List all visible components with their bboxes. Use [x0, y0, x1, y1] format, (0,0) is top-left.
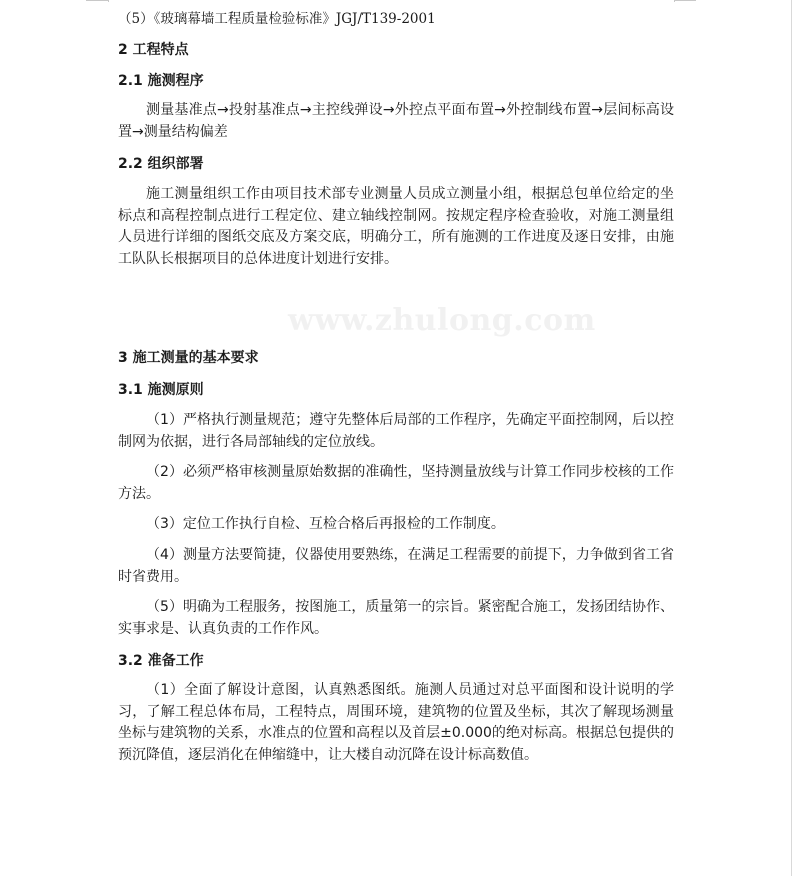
- principle-item-2: （2）必须严格审核测量原始数据的准确性，坚持测量放线与计算工作同步校核的工作方法。: [118, 464, 674, 502]
- crop-mark-top-right: [674, 0, 696, 1]
- watermark: www.zhulong.com: [288, 303, 596, 338]
- paragraph-organization: 施工测量组织工作由项目技术部专业测量人员成立测量小组，根据总包单位给定的坐标点和高程控制点进行工程定位、建立轴线控制网。按规定程序检查验收，对施工测量组人员进行详细的图纸交底及方案交底，明确分工，所有施测的工作进度及逐日安排，由施工队队长根据项目的总体进度计划进行安排。: [118, 186, 674, 267]
- principle-item-5: （5）明确为工程服务，按图施工，质量第一的宗旨。紧密配合施工，发扬团结协作、实事求是、认真负责的工作作风。: [118, 599, 674, 637]
- principle-item-4: （4）测量方法要简捷，仪器使用要熟练，在满足工程需要的前提下，力争做到省工省时省费用。: [118, 547, 674, 585]
- page-edge-line: [791, 0, 792, 876]
- subsection-heading-2-2: 2.2 组织部署: [118, 156, 204, 172]
- principle-item-1: （1）严格执行测量规范；遵守先整体后局部的工作程序，先确定平面控制网，后以控制网为依据，进行各局部轴线的定位放线。: [118, 412, 674, 450]
- preparation-item-1: （1）全面了解设计意图，认真熟悉图纸。施测人员通过对总平面图和设计说明的学习，了解工程总体布局，工程特点，周围环境，建筑物的位置及坐标，其次了解现场测量坐标与建筑物的关系，水准点的位置和高程以及首层±0.000的绝对标高。根据总包提供的预沉降值，逐层消化在伸缩缝中，让大楼自动沉降在设计标高数值。: [118, 682, 674, 763]
- crop-mark-top-left: [86, 0, 108, 1]
- section-heading-2: 2 工程特点: [118, 42, 189, 58]
- paragraph-measurement-procedure: 测量基准点→投射基准点→主控线弹设→外控点平面布置→外控制线布置→层间标高设置→测量结构偏差: [118, 102, 674, 140]
- section-heading-3: 3 施工测量的基本要求: [118, 350, 259, 366]
- crop-mark-top-right-vertical: [674, 0, 675, 2]
- principle-item-3: （3）定位工作执行自检、互检合格后再报检的工作制度。: [146, 516, 505, 532]
- reference-standard-line: （5）《玻璃幕墙工程质量检验标准》JGJ/T139-2001: [118, 11, 436, 27]
- subsection-heading-2-1: 2.1 施测程序: [118, 73, 204, 89]
- subsection-heading-3-2: 3.2 准备工作: [118, 653, 204, 669]
- subsection-heading-3-1: 3.1 施测原则: [118, 382, 204, 398]
- crop-mark-top-left-vertical: [108, 0, 109, 2]
